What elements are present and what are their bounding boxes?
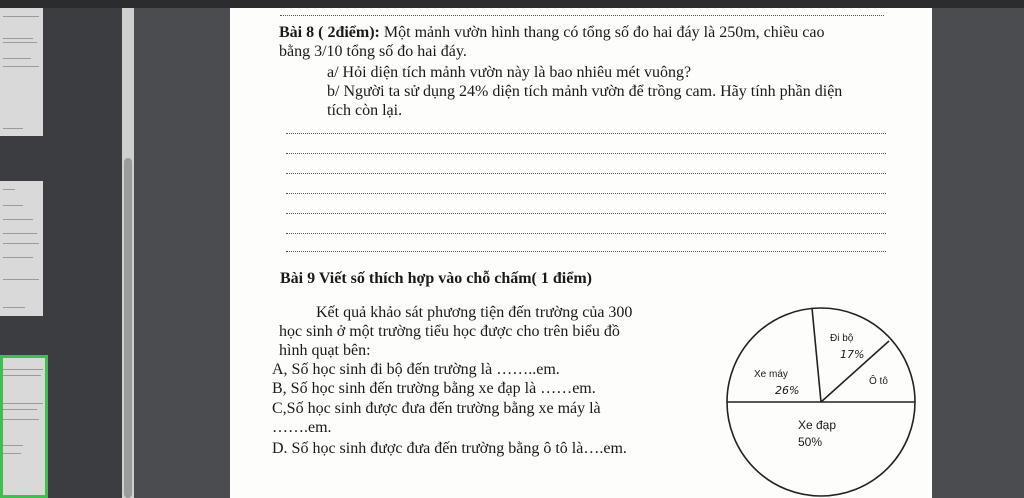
page-thumbnail-selected[interactable] <box>0 355 48 498</box>
answer-line <box>286 251 886 252</box>
answer-line <box>286 233 886 234</box>
pie-chart <box>724 304 924 498</box>
top-toolbar-strip <box>0 0 1024 8</box>
bai8-question-b-cont: tích còn lại. <box>327 102 403 119</box>
answer-line <box>286 133 886 134</box>
answer-line <box>286 173 886 174</box>
bai9-item-d: D. Số học sinh được đưa đến trường bằng ô tô là….em. <box>272 440 627 457</box>
bai9-item-b: B, Số học sinh đến trường bằng xe đạp là ……em. <box>272 380 596 397</box>
pie-value-motorbike: 26% <box>775 384 800 397</box>
bai9-paragraph-line2: học sinh ở một trường tiểu học được cho trên biểu đồ <box>279 323 620 340</box>
document-page <box>230 8 932 498</box>
pie-label-car: Ô tô <box>869 376 888 387</box>
pie-label-walk: Đi bộ <box>830 333 854 344</box>
pie-value-walk: 17% <box>840 348 865 361</box>
thumbnail-sidebar <box>0 8 122 498</box>
bai9-paragraph-line3: hình quạt bên: <box>279 342 371 359</box>
page-thumbnail[interactable] <box>0 8 43 136</box>
bai8-question-b: b/ Người ta sử dụng 24% diện tích mảnh vườn để trồng cam. Hãy tính phần diện <box>327 83 843 100</box>
viewer-gutter-right <box>932 8 1024 498</box>
bai9-item-c: C,Số học sinh được đưa đến trường bằng xe máy là <box>272 400 601 417</box>
answer-line <box>280 15 884 16</box>
bai8-text: Một mảnh vườn hình thang có tổng số đo hai đáy là 250m, chiều cao <box>379 24 825 41</box>
bai9-heading: Bài 9 Viết số thích hợp vào chỗ chấm( 1 điểm) <box>280 270 592 287</box>
pie-value-bicycle: 50% <box>798 435 823 449</box>
pie-label-motorbike: Xe máy <box>754 369 788 380</box>
answer-line <box>286 153 886 154</box>
bai8-line1 <box>279 24 825 42</box>
answer-line <box>286 213 886 214</box>
answer-line <box>286 193 886 194</box>
bai9-item-c-cont: …….em. <box>272 419 332 436</box>
viewer-gutter-left <box>134 8 230 498</box>
bai8-points: ( 2điểm): <box>314 24 380 41</box>
pie-divider-motorbike-walk <box>812 308 821 402</box>
page-thumbnail[interactable] <box>0 181 43 316</box>
bai8-heading: Bài 8 <box>279 24 315 41</box>
bai8-line2: bằng 3/10 tổng số đo hai đáy. <box>279 43 467 60</box>
sidebar-scrollbar[interactable] <box>122 8 134 498</box>
pie-label-bicycle: Xe đạp <box>798 418 837 432</box>
scrollbar-thumb[interactable] <box>124 158 132 498</box>
bai8-question-a: a/ Hỏi diện tích mảnh vườn này là bao nhiêu mét vuông? <box>327 64 692 81</box>
bai9-paragraph-line1: Kết quả khảo sát phương tiện đến trường của 300 <box>316 304 633 321</box>
bai9-item-a: A, Số học sinh đi bộ đến trường là ……..em. <box>272 361 560 378</box>
